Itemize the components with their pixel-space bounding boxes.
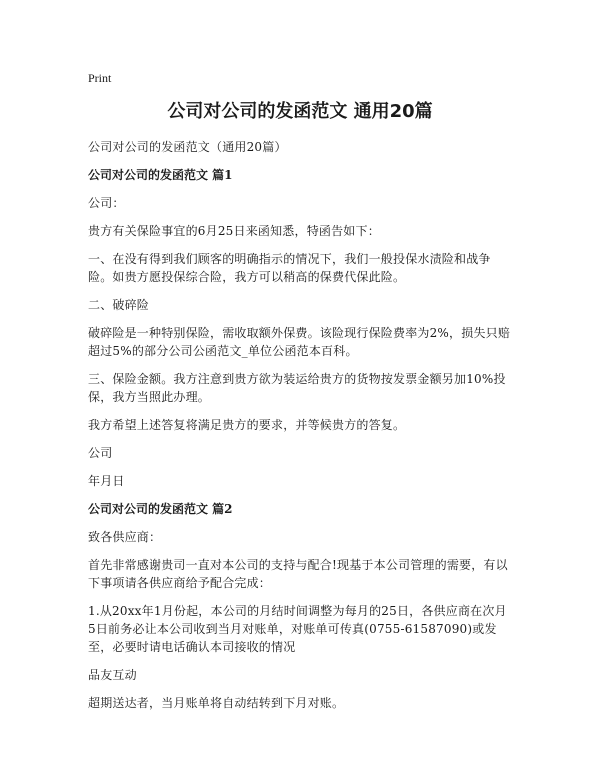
section-heading-1: 公司对公司的发函范文 篇1 (88, 168, 233, 182)
intro-paragraph-1: 贵方有关保险事宜的6月25日来函知悉，特函告如下： (88, 224, 380, 238)
document-subtitle: 公司对公司的发函范文（通用20篇） (88, 140, 287, 154)
page-title: 公司对公司的发函范文 通用20篇 (167, 101, 433, 122)
paragraph-item-2-2: 品友互动 (88, 668, 137, 682)
paragraph-item-2-title: 二、破碎险 (88, 298, 150, 312)
closing-paragraph-1: 我方希望上述答复将满足贵方的要求，并等候贵方的答复。 (88, 418, 406, 432)
paragraph-item-2-1: 1.从20xx年1月份起，本公司的月结时间调整为每月的25日，各供应商在次月5日前务必让本公司收到当月对账单，对账单可传真(0755-61587090)或发至，必要时请电话确认本司接收的情况 (88, 604, 507, 654)
intro-paragraph-2: 首先非常感谢贵司一直对本公司的支持与配合!现基于本公司管理的需要，有以下事项请各供应商给予配合完成： (88, 558, 508, 590)
salutation-2: 致各供应商： (88, 530, 162, 544)
salutation-1: 公司： (88, 196, 125, 210)
signature-1: 公司 (88, 446, 113, 460)
date-1: 年月日 (88, 474, 125, 488)
paragraph-item-2-body: 破碎险是一种特别保险，需收取额外保费。该险现行保险费率为2%，损失只赔超过5%的部分公司公函范文_单位公函范本百科。 (88, 326, 511, 358)
print-label[interactable]: Print (88, 71, 112, 85)
paragraph-item-1: 一、在没有得到我们顾客的明确指示的情况下，我们一般投保水渍险和战争险。如贵方愿投保综合险，我方可以稍高的保费代保此险。 (88, 252, 491, 284)
section-heading-2: 公司对公司的发函范文 篇2 (88, 502, 233, 516)
paragraph-item-3: 三、保险金额。我方注意到贵方欲为装运给贵方的货物按发票金额另加10%投保，我方当照此办理。 (88, 372, 506, 404)
paragraph-item-2-3: 超期送达者，当月账单将自动结转到下月对账。 (88, 696, 345, 710)
